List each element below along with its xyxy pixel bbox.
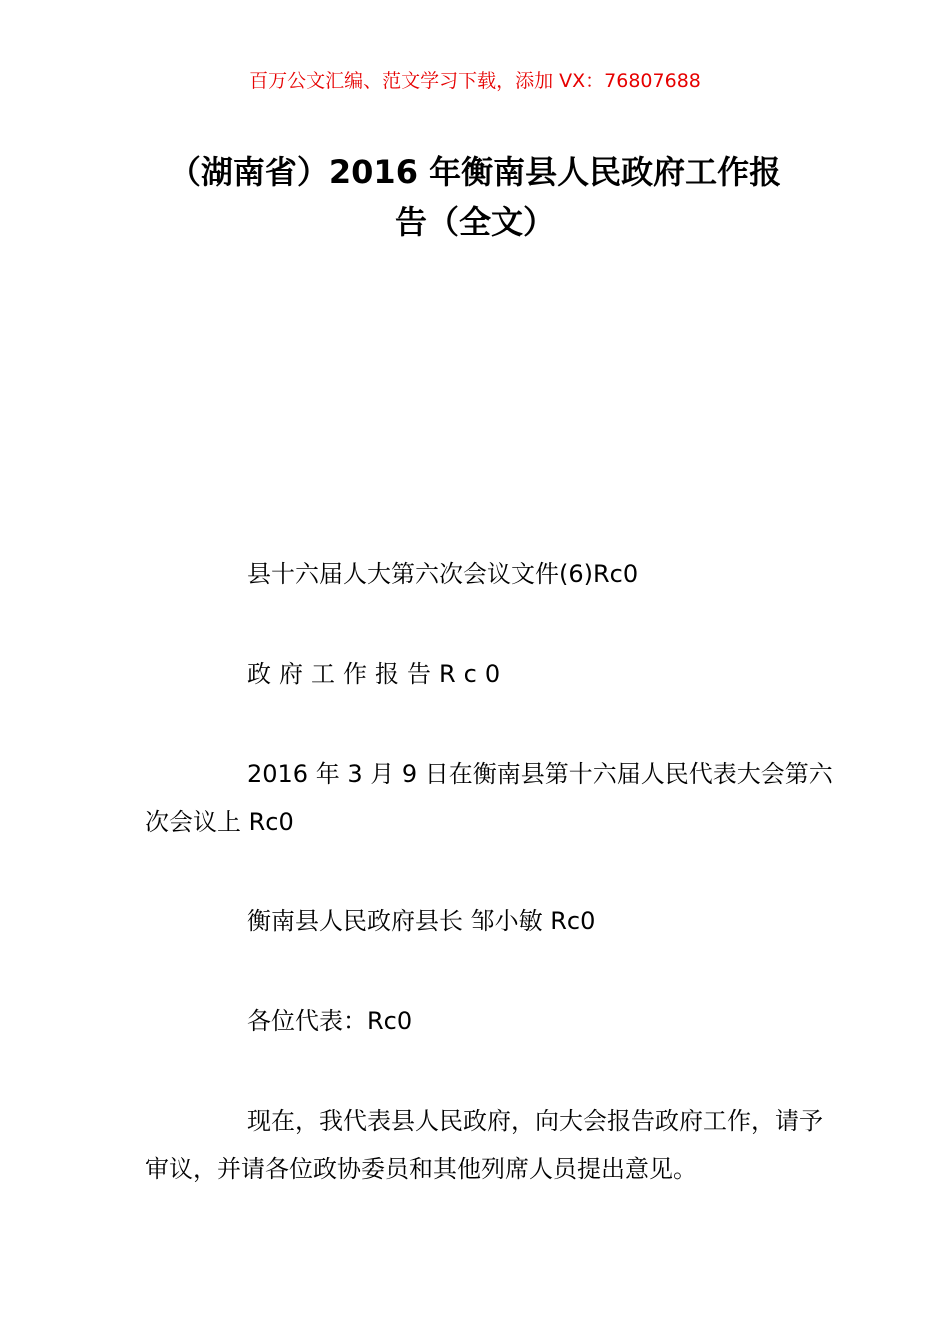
document-title-line-2: 告（全文） [394,203,555,241]
header-note-text: 百万公文汇编、范文学习下载，添加 VX：76807688 [249,70,701,92]
document-title-line-1: （湖南省）2016 年衡南县人民政府工作报 [168,153,782,191]
paragraph-speaker: 衡南县人民政府县长 邹小敏 Rc0 [247,907,596,935]
paragraph-report-heading: 政府工作报告Rc0 [247,660,509,688]
paragraph-opening: 现在，我代表县人民政府，向大会报告政府工作，请予审议，并请各位政协委员和其他列席人员提出意见。 [145,1107,823,1183]
header-watermark-note [0,68,950,94]
paragraph-salutation: 各位代表：Rc0 [247,1007,413,1035]
paragraph-meeting-date: 2016 年 3 月 9 日在衡南县第十六届人民代表大会第六次会议上 Rc0 [145,760,833,836]
paragraph-meeting-file: 县十六届人大第六次会议文件(6)Rc0 [247,560,639,588]
document-title [140,147,810,247]
